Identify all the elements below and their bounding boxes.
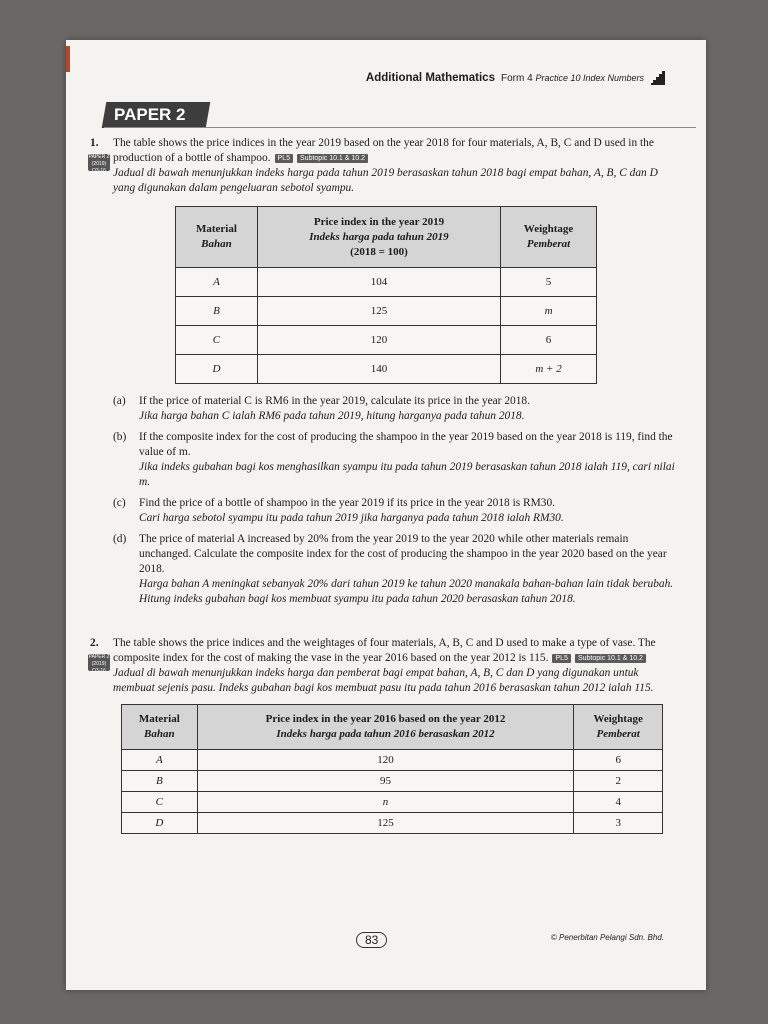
paper-banner: PAPER 2: [102, 102, 210, 128]
header-material: Material Bahan: [122, 705, 198, 750]
page-header: [366, 70, 666, 86]
header-weightage: Weightage Pemberat: [574, 705, 663, 750]
table-row: A 104 5: [176, 268, 597, 297]
table-row: C n 4: [122, 792, 663, 813]
subject-title: Additional Mathematics: [365, 72, 495, 84]
page-edge-mark: [66, 46, 70, 72]
page-number: 83: [356, 932, 387, 948]
table-row: C 120 6: [176, 326, 597, 355]
chapter-label: Form 4 Practice 10 Index Numbers: [500, 72, 644, 84]
stairs-icon: [650, 70, 666, 86]
price-index-table-2: [121, 704, 663, 834]
table-row: B 125 m: [176, 297, 597, 326]
publisher-credit: © Penerbitan Pelangi Sdn. Bhd.: [550, 933, 664, 942]
question-text-malay: Jadual di bawah menunjukkan indeks harga pada tahun 2019 berasaskan tahun 2018 bagi empat bahan, A, B, C dan D yang digunakan dalam pengeluaran sebotol syampu.: [113, 167, 658, 194]
header-material: Material Bahan: [176, 207, 258, 268]
pl-tag: PL5: [552, 654, 570, 663]
question-1: [90, 136, 680, 613]
header-weightage: Weightage Pemberat: [501, 207, 597, 268]
question-text: The table shows the price indices and the weightages of four materials, A, B, C and D used to make a type of vase. The composite index for the cost of making the vase in the year 2016 based on the year 2012 is 115. PL5 Subtopic 10.1 & 10.2: [113, 637, 656, 664]
part-b: (b) If the composite index for the cost of producing the shampoo in the year 2019 based on the year 2018 is 119, find the value of m. Jika indeks gubahan bagi kos menghasilkan syampu itu pada tahun 2019 berasaskan tahun 2018 ialah 119, cari nilai m.: [113, 431, 675, 488]
question-2: [90, 636, 680, 834]
price-index-table-1: [175, 206, 597, 384]
question-text: The table shows the price indices in the year 2019 based on the year 2018 for four materials, A, B, C and D used in the production of a bottle of shampoo. PL5 Subtopic 10.1 & 10.2: [113, 137, 654, 164]
subtopic-tag: Subtopic 10.1 & 10.2: [297, 154, 368, 163]
part-a: (a) If the price of material C is RM6 in the year 2019, calculate its price in the year 2018. Jika harga bahan C ialah RM6 pada tahun 2019, hitung harganya pada tahun 2018.: [113, 395, 530, 422]
table-row: B 95 2: [122, 771, 663, 792]
header-price-index: Price index in the year 2019 Indeks harga pada tahun 2019 (2018 = 100): [257, 207, 500, 268]
exam-badge: PAPER 2 (2019) Q3-16: [88, 654, 110, 674]
pl-tag: PL5: [275, 154, 293, 163]
table-row: D 140 m + 2: [176, 355, 597, 384]
part-d: (d) The price of material A increased by 20% from the year 2019 to the year 2020 while other materials remain unchanged. Calculate the composite index for the cost of producing the shampoo in the year 2020 based on the year 2018. Harga bahan A meningkat sebanyak 20% dari tahun 2019 ke tahun 2020 manakala bahan-bahan lain tidak berubah. Hitung indeks gubahan bagi kos membuat syampu itu pada tahun 2020 berasaskan tahun 2018.: [113, 533, 674, 605]
exam-badge: PAPER 2 (2019) Q3-16: [88, 154, 110, 174]
header-price-index: Price index in the year 2016 based on the year 2012 Indeks harga pada tahun 2016 berasaskan 2012: [197, 705, 574, 750]
question-parts: [113, 394, 680, 607]
table-row: A 120 6: [122, 750, 663, 771]
subtopic-tag: Subtopic 10.1 & 10.2: [575, 654, 646, 663]
part-c: (c) Find the price of a bottle of shampoo in the year 2019 if its price in the year 2018 is RM30. Cari harga sebotol syampu itu pada tahun 2019 jika harganya pada tahun 2018 ialah RM30.: [113, 497, 564, 524]
question-text-malay: Jadual di bawah menunjukkan indeks harga dan pemberat bagi empat bahan, A, B, C dan D yang digunakan untuk membuat sejenis pasu. Indeks gubahan bagi kos membuat pasu itu pada tahun 2016 berasaskan tahun 2012 ialah 115.: [113, 667, 654, 694]
table-row: D 125 3: [122, 813, 663, 834]
question-number: 1.: [90, 137, 99, 149]
textbook-page: [66, 40, 706, 990]
banner-divider: [104, 127, 696, 128]
question-number: 2.: [90, 637, 99, 649]
